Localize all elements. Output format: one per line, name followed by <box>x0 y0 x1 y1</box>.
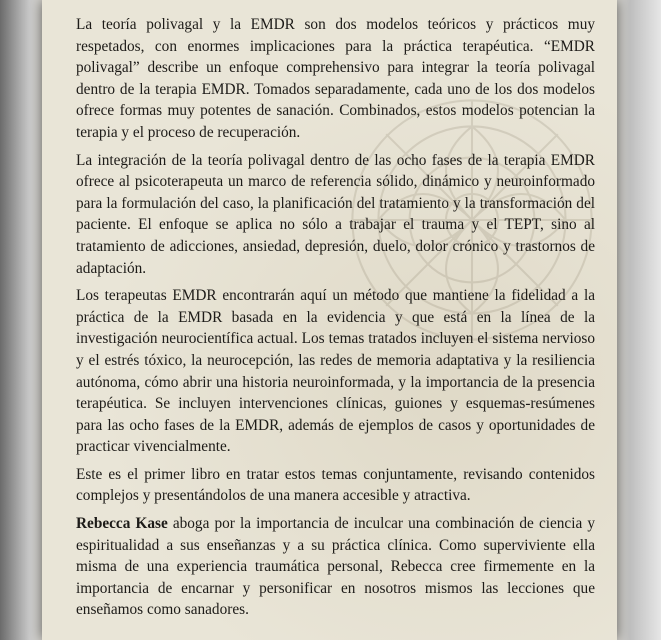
paragraph-intro: La teoría polivagal y la EMDR son dos modelos teóricos y prácticos muy respetados, con enormes implicaciones para la práctica terapéutica. “EMDR polivagal” describe un enfoque comprehensivo para integrar la teoría polivagal dentro de la terapia EMDR. Tomados separadamente, cada uno de los dos modelos ofrece formas muy potentes de sanación. Combinados, estos modelos potencian la terapia y el proceso de recuperación. <box>76 16 595 141</box>
paragraph-author <box>76 513 595 621</box>
author-name: Rebecca Kase <box>76 515 168 533</box>
paragraph-first-book: Este es el primer libro en tratar estos temas conjuntamente, revisando contenidos complejos y presentándolos de una manera accesible y atractiva. <box>76 465 595 505</box>
paragraph-integration: La integración de la teoría polivagal dentro de las ocho fases de la terapia EMDR ofrece al psicoterapeuta un marco de referencia sólido, dinámico y neuroinformado para la formulación del caso, la planificación del tratamiento y la transformación del paciente. El enfoque se aplica no sólo a trabajar el trauma y el TEPT, sino al tratamiento de adicciones, ansiedad, depresión, duelo, dolor crónico y trastornos de adaptación. <box>76 151 595 277</box>
back-cover-page <box>42 0 617 640</box>
book-edge-left <box>0 0 42 640</box>
author-bio: aboga por la importancia de inculcar una combinación de ciencia y espiritualidad a sus enseñanzas y a su práctica clínica. Como superviviente ella misma de una experiencia traumática personal, Rebecca cree firmemente en la importancia de encarnar y personificar en nosotros mismos las lecciones que enseñamos como sanadores. <box>76 515 595 619</box>
paragraph-method: Los terapeutas EMDR encontrarán aquí un método que mantiene la fidelidad a la práctica de la EMDR basada en la evidencia y que está en la línea de la investigación neurocientífica actual. Los temas tratados incluyen el sistema nervioso y el estrés tóxico, la neurocepción, las redes de memoria adaptativa y la resiliencia autónoma, cómo abrir una historia neuroinformada, y la importancia de la presencia terapéutica. Se incluyen intervenciones clínicas, guiones y esquemas-resúmenes para las ocho fases de la EMDR, además de ejemplos de casos y oportunidades de practicar vivencialmente. <box>76 287 595 456</box>
book-edge-right <box>617 0 661 640</box>
back-cover-text <box>76 14 595 627</box>
